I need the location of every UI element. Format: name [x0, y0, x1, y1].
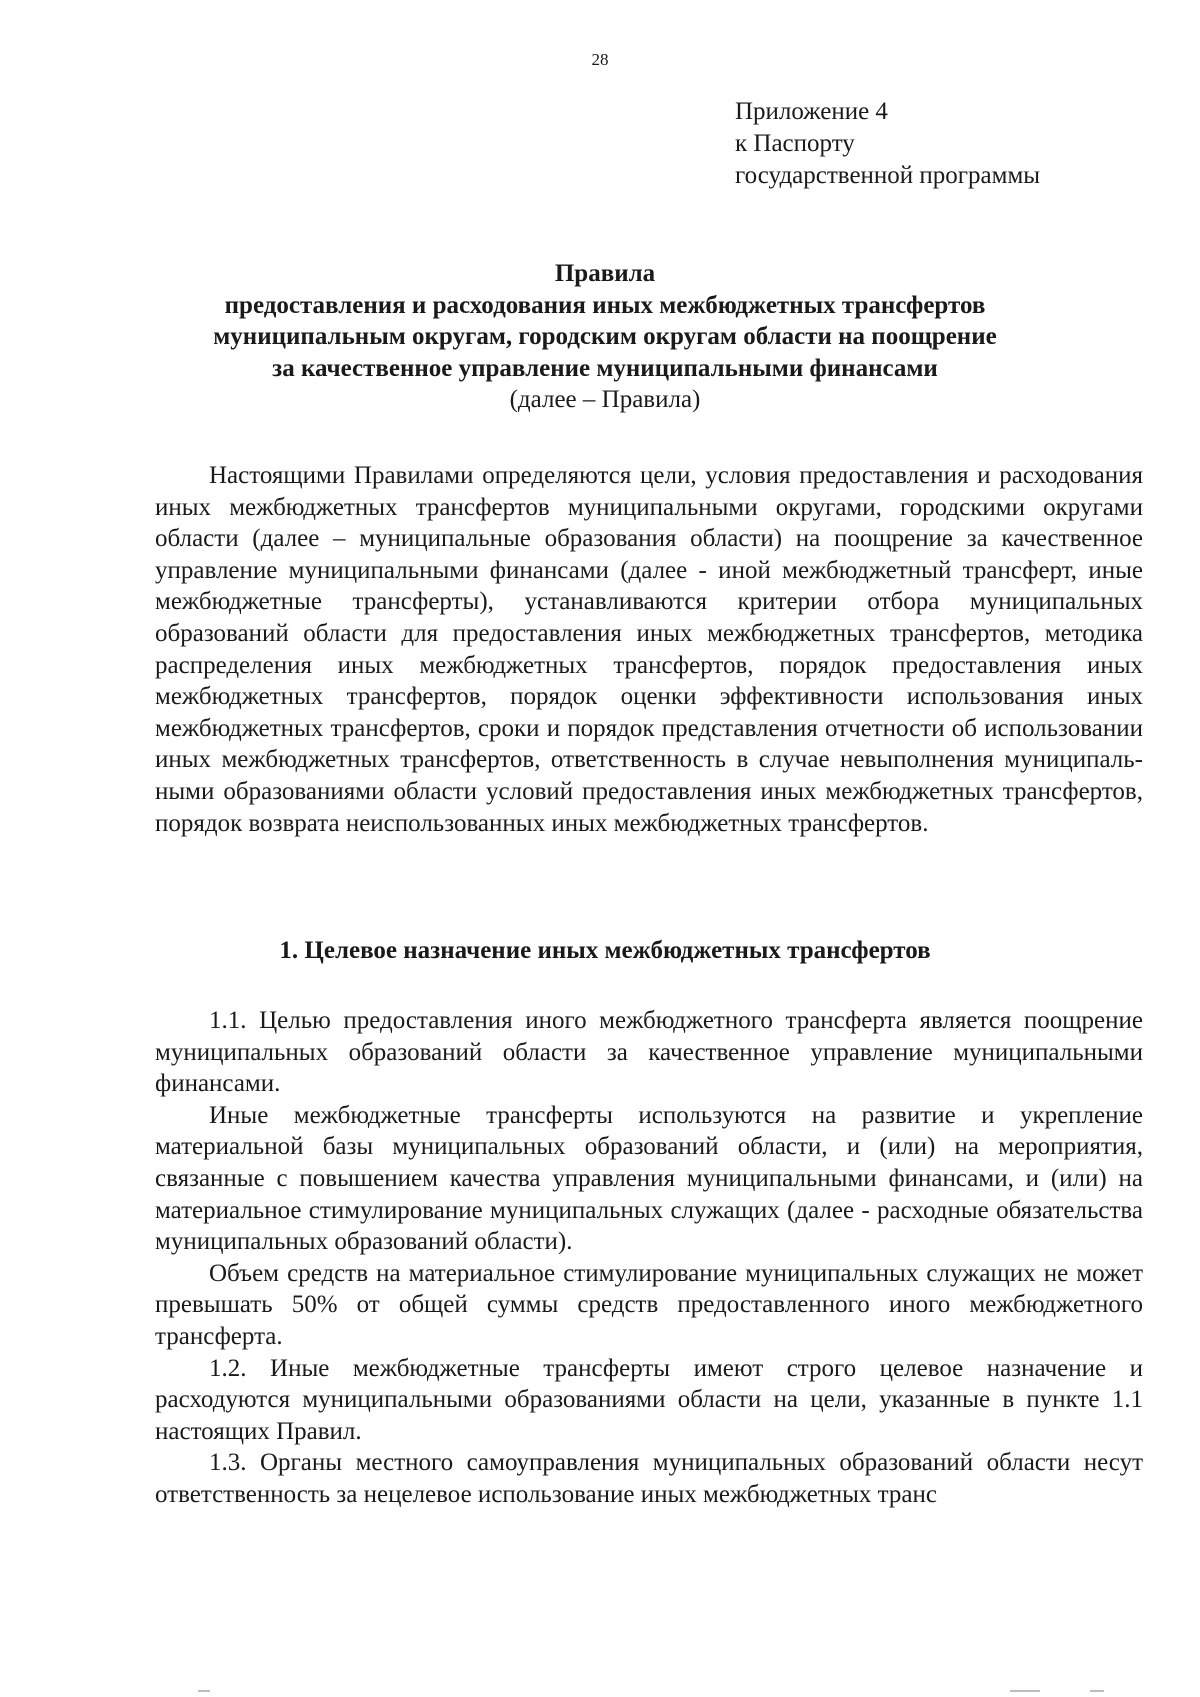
document-title [150, 258, 1060, 416]
paragraph-1-3: 1.3. Органы местного самоуправления муниципальных образований области несут ответственность за нецелевое использование иных межбюджетных транс [155, 1449, 1143, 1508]
section-1-body [155, 1005, 1143, 1511]
appendix-line-number: Приложение 4 [735, 98, 888, 125]
intro-section [155, 460, 1143, 839]
paragraph-1-1: 1.1. Целью предоставления иного межбюджетного трансферта является поощрение муниципальных образований области за качественное управление муниципальными финансами. [155, 1007, 1143, 1098]
paragraph-1-2: 1.2. Иные межбюджетные трансферты имеют строго целевое назначение и расходуются муниципальными образованиями области на цели, указанные в пункте 1.1 настоящих Правил. [155, 1354, 1143, 1445]
paragraph-1-1-usage: Иные межбюджетные трансферты используются на развитие и укрепление материальной базы муниципальных образований области, и (или) на мероприятия, связанные с повышением качества управления муниципальными финансами, и (или) на материальное стимулирование муниципальных служащих (далее - расходные обязательства муниципальных образований области). [155, 1101, 1143, 1256]
scan-artifact-middle [1010, 1690, 1040, 1692]
title-line-3: муниципальным округам, городским округам области на поощрение [213, 323, 997, 350]
appendix-line-program: государственной программы [735, 162, 1041, 189]
title-short-name: (далее – Правила) [509, 386, 701, 413]
appendix-reference [735, 96, 1040, 192]
paragraph-1-1-limit: Объем средств на материальное стимулирование муниципальных служащих не может превышать 50% от общей суммы средств предоставленного иного межбюджетного трансферта. [155, 1259, 1143, 1350]
section-1-heading: 1. Целевое назначение иных межбюджетных трансфертов [279, 937, 931, 964]
title-line-2: предоставления и расходования иных межбюджетных трансфертов [224, 291, 986, 319]
intro-paragraph: Настоящими Правилами определяются цели, условия предоставления и расходования иных межбюджетных трансфертов муниципальными округами, городскими округами области (далее – муниципальные образования области) на поощрение за качественное управление муниципальными финансами (далее - иной межбюджетный трансферт, иные межбюджетные трансферты), устанавливаются критерии отбора муниципальных образований области для предоставления иных межбюджетных трансфертов, методика распределения иных межбюджетных трансфертов, порядок предоставления иных межбюджетных трансфертов, порядок оценки эффективности использования иных межбюджетных трансфертов, сроки и порядок представления отчетности об использовании иных межбюджетных трансфертов, ответственность в случае невыполнения муниципальными образованиями области условий предоставления иных межбюджетных трансфертов, порядок возврата неиспользованных иных межбюджетных трансфертов. [155, 462, 1143, 837]
scan-artifact-right [1090, 1690, 1104, 1692]
title-heading: Правила [554, 260, 656, 287]
appendix-line-target: к Паспорту [735, 130, 855, 157]
page-number: 28 [591, 50, 609, 69]
scan-artifact-left [198, 1690, 210, 1692]
title-line-4: за качественное управление муниципальными финансами [272, 354, 938, 382]
